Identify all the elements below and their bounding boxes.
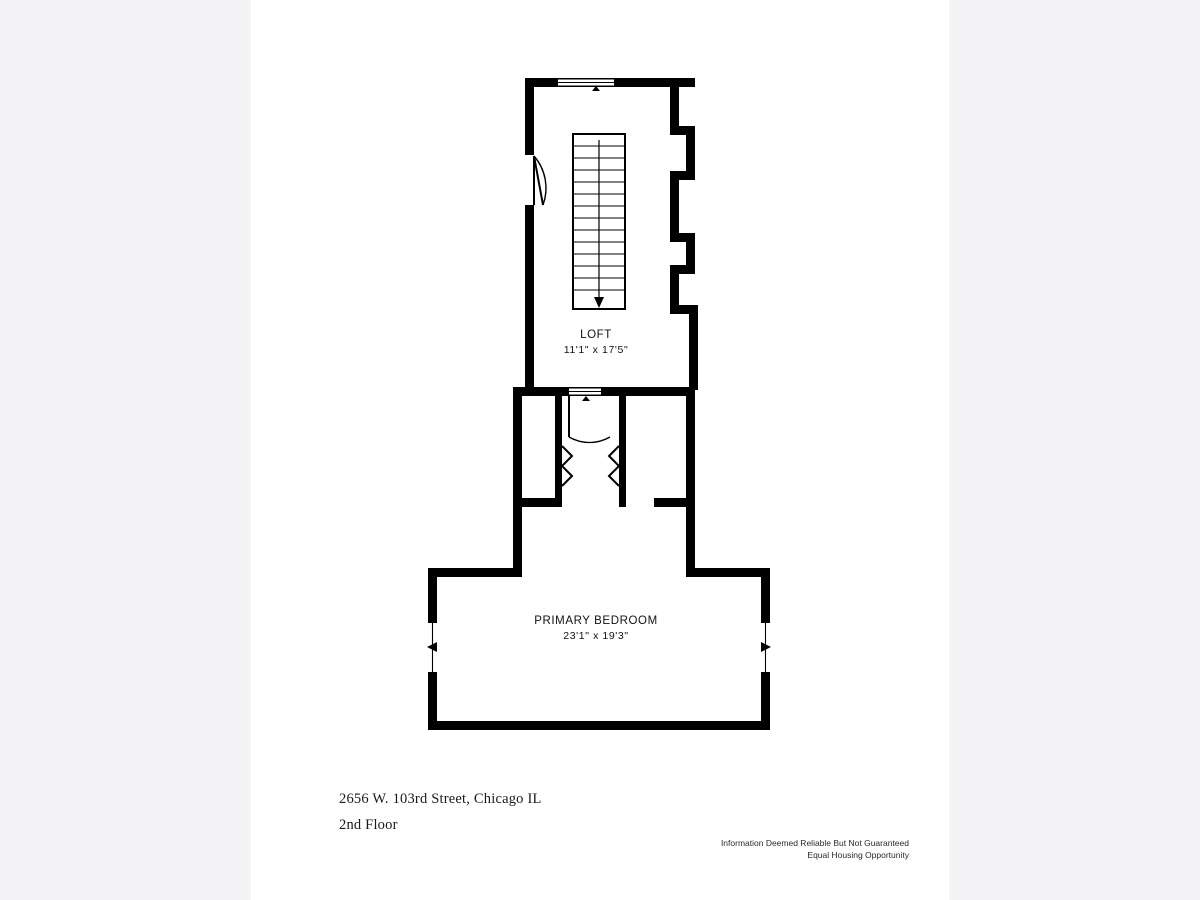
room-label-loft xyxy=(526,328,666,357)
staircase xyxy=(573,134,625,309)
room-dimensions-loft: 11'1" x 17'5" xyxy=(563,344,629,356)
room-label-primary-bedroom xyxy=(496,614,696,643)
room-dimensions-primary-bedroom: 23'1" x 19'3" xyxy=(563,630,629,642)
disclaimer-line-1: Information Deemed Reliable But Not Guaranteed xyxy=(720,838,909,848)
left-window xyxy=(427,623,437,672)
room-name-primary-bedroom: PRIMARY BEDROOM xyxy=(534,615,658,627)
room-name-loft: LOFT xyxy=(580,329,612,341)
floorplan-page xyxy=(251,0,949,900)
loft-entry-swing-door xyxy=(525,155,546,205)
closet-door-right xyxy=(609,446,619,486)
floorplan-drawing xyxy=(251,0,949,900)
top-window xyxy=(558,80,614,92)
hall-closet-walls xyxy=(513,387,695,576)
floor-label: 2nd Floor xyxy=(339,817,398,833)
hall-swing-door xyxy=(569,396,610,442)
disclaimer-line-2: Equal Housing Opportunity xyxy=(807,850,909,860)
primary-bedroom-walls xyxy=(428,568,770,730)
closet-door-left xyxy=(562,446,572,486)
property-address: 2656 W. 103rd Street, Chicago IL xyxy=(339,791,542,807)
right-window xyxy=(761,623,771,672)
